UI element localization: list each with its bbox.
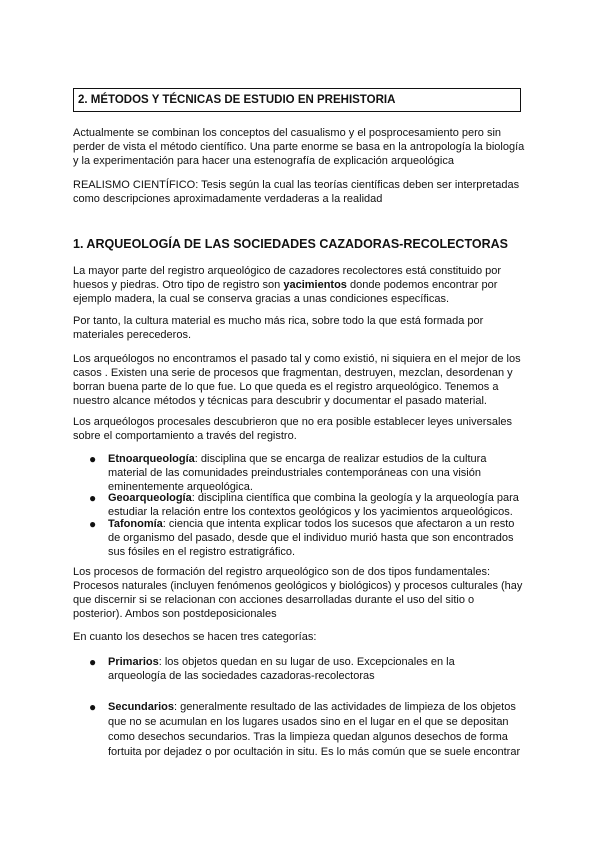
list-item	[89, 491, 533, 519]
list-item-text: que no se acumulan en los lugares usados sino en el lugar en el que se depositan	[108, 716, 509, 728]
bullet-icon: ●	[89, 700, 97, 714]
list-item-term: Etnoarqueología	[108, 453, 195, 465]
p5-line: que discernir si se relacionan con acciones desarrolladas durante el uso del sitio o	[73, 594, 475, 606]
intro-line: perder de vista el método científico. Una parte enorme se basa en la antropología la biología	[73, 141, 525, 153]
p2-line: Por tanto, la cultura material es mucho más rica, sobre todo la que está formada por	[73, 315, 484, 327]
list-item	[89, 700, 533, 760]
list-item-text: : generalmente resultado de las actividades de limpieza de los objetos	[174, 701, 516, 713]
section-title: 2. MÉTODOS Y TÉCNICAS DE ESTUDIO EN PREHISTORIA	[73, 88, 521, 112]
list-item-text: sus fósiles en el registro estratigráfico.	[108, 546, 296, 558]
list-item	[89, 517, 533, 559]
list-item-text: : los objetos quedan en su lugar de uso. Excepcionales en la	[158, 656, 455, 668]
realismo-paragraph	[73, 178, 533, 206]
list-item-text: estudiar la relación entre los contextos geológicos y los yacimientos arqueológicos.	[108, 506, 513, 518]
intro-line: y la experimentación para hacer una estenografía de explicación arqueológica	[73, 155, 454, 167]
p2-line: materiales perecederos.	[73, 329, 192, 341]
p3-line: casos . Existen una serie de procesos que fragmentan, destruyen, mezclan, desordenan y	[73, 367, 513, 379]
list-item-term: Geoarqueología	[108, 492, 192, 504]
paragraph-procesales	[73, 415, 533, 443]
bullet-icon: ●	[89, 655, 97, 669]
list-item-text: : disciplina científica que combina la geología y la arqueología para	[191, 492, 519, 504]
intro-line: Actualmente se combinan los conceptos del casualismo y el posprocesamiento pero sin	[73, 127, 502, 139]
realismo-line: REALISMO CIENTÍFICO: Tesis según la cual las teorías científicas deben ser interpretadas	[73, 179, 520, 191]
list-item-term: Tafonomía	[108, 518, 163, 530]
bullet-icon: ●	[89, 517, 97, 531]
paragraph-procesos-formacion	[73, 565, 533, 621]
list-item	[89, 655, 533, 683]
list-item-term: Secundarios	[108, 701, 175, 713]
p1-line: huesos y piedras. Otro tipo de registro son	[73, 279, 284, 291]
p1-line: La mayor parte del registro arqueológico de cazadores recolectores está constituido por	[73, 265, 502, 277]
p4-line: Los arqueólogos procesales descubrieron que no era posible establecer leyes universales	[73, 416, 513, 428]
p3-line: nuestro alcance métodos y técnicas para descubrir y documentar el pasado material.	[73, 395, 487, 407]
list-item-text: : ciencia que intenta explicar todos los sucesos que afectaron a un resto	[162, 518, 515, 530]
p5-line: posterior). Ambos son postdeposicionales	[73, 608, 277, 620]
list-item-text: material de las comunidades preindustriales contemporáneas con una visión	[108, 467, 481, 479]
paragraph-arqueologos	[73, 352, 533, 408]
paragraph-desechos: En cuanto los desechos se hacen tres categorías:	[73, 631, 317, 643]
paragraph-cultura-material	[73, 314, 533, 342]
list-item-text: eminentemente arqueológica.	[108, 481, 253, 493]
p1-line: ejemplo madera, la cual se conserva gracias a unas condiciones específicas.	[73, 293, 450, 305]
intro-paragraph	[73, 126, 533, 168]
p1-line: donde podemos encontrar por	[346, 279, 498, 291]
list-item-text: de organismo del pasado, desde que el individuo murió hasta que son encontrados	[108, 532, 514, 544]
p5-line: Procesos naturales (incluyen fenómenos geológicos y biológicos) y procesos culturales (hay	[73, 580, 523, 592]
list-item-text: como desechos secundarios. Tras la limpieza quedan algunos desechos de forma	[108, 731, 508, 743]
realismo-line: como descripciones aproximadamente verdaderas a la realidad	[73, 193, 383, 205]
p3-line: borran buena parte de lo que fue. Lo que queda es el registro arqueológico. Tenemos a	[73, 381, 499, 393]
bullet-icon: ●	[89, 491, 97, 505]
list-item	[89, 452, 533, 494]
p5-line: Los procesos de formación del registro arqueológico son de dos tipos fundamentales:	[73, 566, 491, 578]
p4-line: sobre el comportamiento a través del registro.	[73, 430, 297, 442]
list-item-text: arqueología de las sociedades cazadoras-recolectoras	[108, 670, 375, 682]
heading-cazadoras-recolectoras: 1. ARQUEOLOGÍA DE LAS SOCIEDADES CAZADORAS-RECOLECTORAS	[73, 237, 508, 251]
yacimientos-term: yacimientos	[283, 279, 347, 291]
bullet-icon: ●	[89, 452, 97, 466]
list-item-text: : disciplina que se encarga de realizar estudios de la cultura	[194, 453, 487, 465]
list-item-text: fortuita por dejadez o por ocultación in situ. Es lo más común que se suele encontrar	[108, 746, 521, 758]
list-item-term: Primarios	[108, 656, 159, 668]
p3-line: Los arqueólogos no encontramos el pasado tal y como existió, ni siquiera en el mejor de los	[73, 353, 521, 365]
paragraph-registro	[73, 264, 533, 306]
